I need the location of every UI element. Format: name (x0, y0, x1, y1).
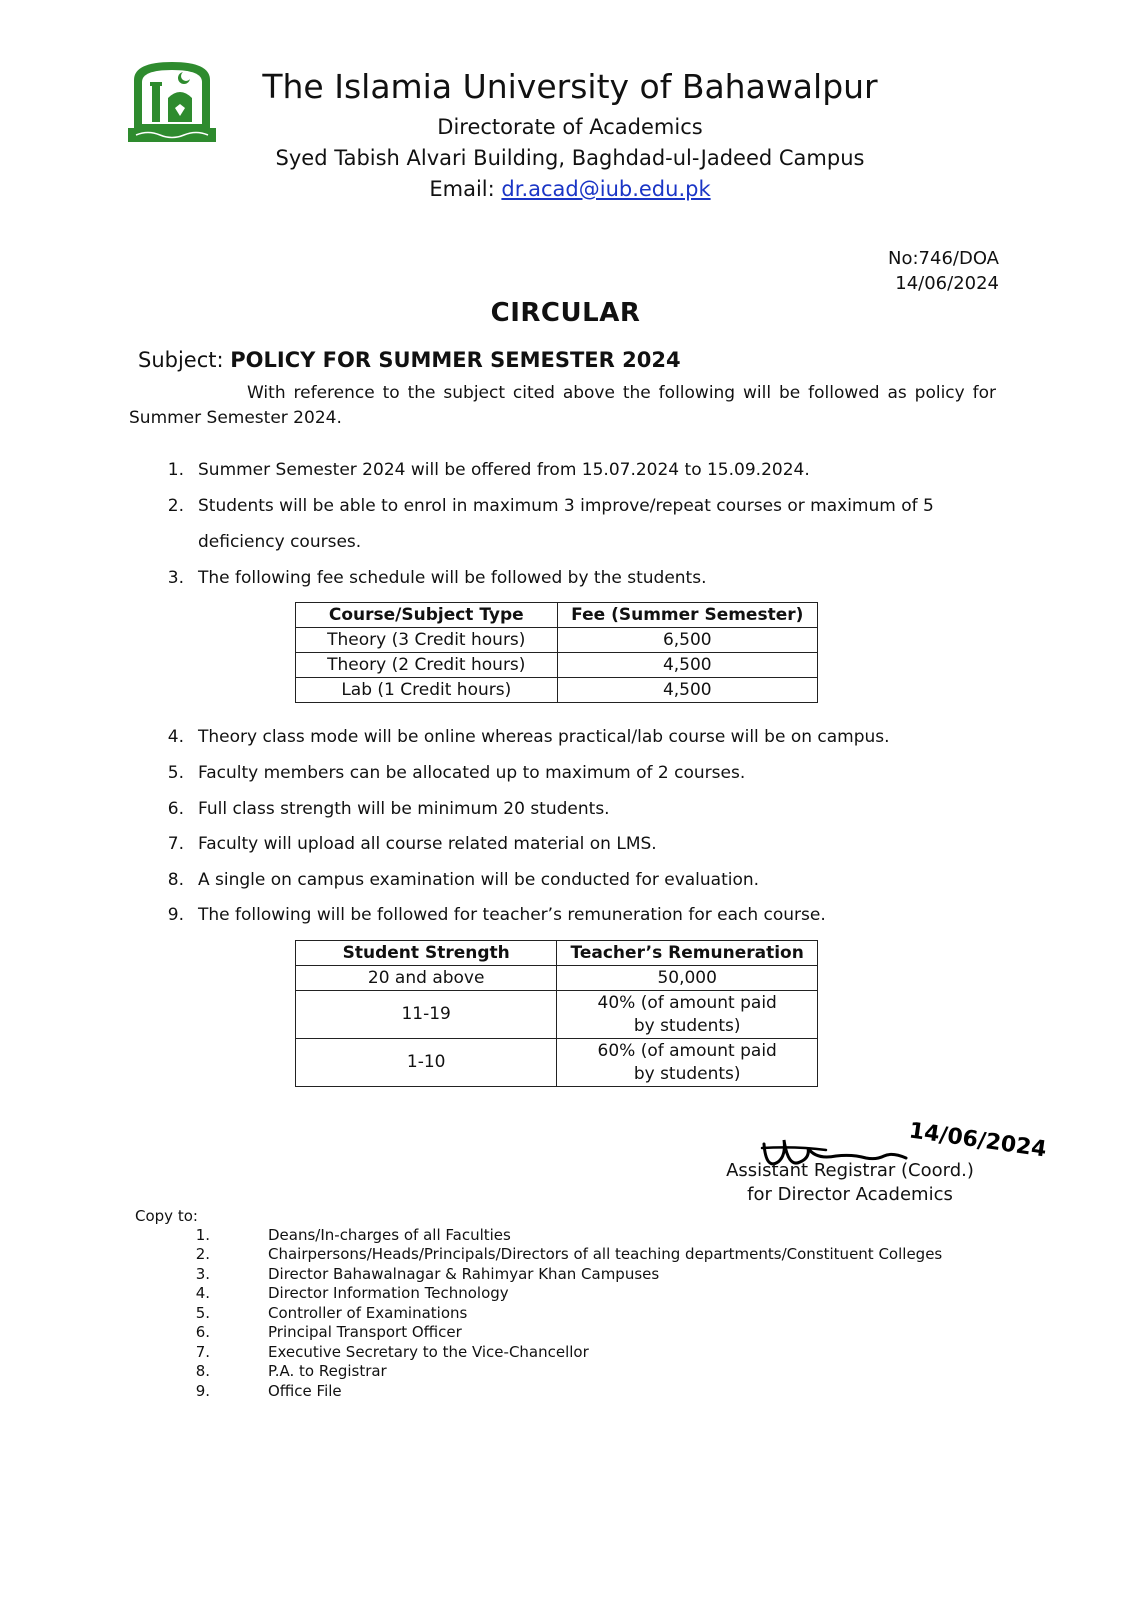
signatory-title: Assistant Registrar (Coord.) (726, 1160, 974, 1181)
table-cell: 6,500 (557, 628, 817, 653)
table-header-row (296, 603, 818, 628)
policy-point (160, 452, 1002, 488)
point-number: 7. (167, 834, 184, 854)
point-number: 1. (167, 460, 184, 480)
policy-point (160, 488, 1002, 560)
policy-point (160, 560, 1002, 596)
copy-to-text: Director Information Technology (268, 1284, 509, 1302)
table-cell: 50,000 (557, 966, 818, 991)
table-row (296, 678, 818, 703)
copy-to-number: 5. (195, 1304, 210, 1322)
point-text: The following will be followed for teacher’s remuneration for each course. (198, 905, 826, 925)
copy-to-number: 1. (195, 1226, 210, 1244)
point-number: 6. (167, 799, 184, 819)
copy-to-text: Controller of Examinations (268, 1304, 468, 1322)
subject-value: POLICY FOR SUMMER SEMESTER 2024 (230, 348, 681, 372)
table-header-cell: Student Strength (296, 941, 557, 966)
document-title: CIRCULAR (490, 298, 641, 328)
university-logo (128, 58, 216, 142)
point-number: 8. (167, 870, 184, 890)
point-number: 2. (167, 496, 184, 516)
policy-point (160, 862, 1002, 898)
building-address: Syed Tabish Alvari Building, Baghdad-ul-Jadeed Campus (275, 146, 865, 170)
table-cell: 1-10 (296, 1039, 557, 1087)
table-header-cell: Fee (Summer Semester) (557, 603, 817, 628)
point-text: Students will be able to enrol in maximum 3 improve/repeat courses or maximum of 5 deficiency courses. (198, 496, 934, 552)
copy-to-text: Director Bahawalnagar & Rahimyar Khan Campuses (268, 1265, 660, 1283)
table-cell: Theory (2 Credit hours) (296, 653, 558, 678)
table-cell: 60% (of amount paid by students) (557, 1039, 818, 1087)
copy-to-text: P.A. to Registrar (268, 1362, 387, 1380)
point-number: 5. (167, 763, 184, 783)
fee-schedule-table (295, 602, 818, 703)
copy-to-text: Deans/In-charges of all Faculties (268, 1226, 511, 1244)
reference-date: 14/06/2024 (895, 273, 999, 294)
point-number: 3. (167, 568, 184, 588)
copy-to-number: 9. (195, 1382, 210, 1400)
table-cell: Theory (3 Credit hours) (296, 628, 558, 653)
policy-point (160, 791, 1002, 827)
email-link[interactable]: dr.acad@iub.edu.pk (501, 177, 711, 201)
copy-to-number: 6. (195, 1323, 210, 1341)
copy-to-text: Principal Transport Officer (268, 1323, 462, 1341)
point-number: 4. (167, 727, 184, 747)
point-text: The following fee schedule will be followed by the students. (198, 568, 707, 588)
table-cell: 4,500 (557, 653, 817, 678)
university-name: The Islamia University of Bahawalpur (262, 67, 878, 106)
table-row (296, 991, 818, 1039)
point-text: Full class strength will be minimum 20 students. (198, 799, 610, 819)
point-text: Summer Semester 2024 will be offered from 15.07.2024 to 15.09.2024. (198, 460, 810, 480)
email-line (230, 174, 910, 204)
point-number: 9. (167, 905, 184, 925)
copy-to-number: 4. (195, 1284, 210, 1302)
policy-point (160, 897, 1002, 933)
copy-to-text: Office File (268, 1382, 342, 1400)
signature-date: 14/06/2024 (907, 1118, 1046, 1163)
copy-to-number: 8. (195, 1362, 210, 1380)
point-text: A single on campus examination will be conducted for evaluation. (198, 870, 760, 890)
reference-number: No:746/DOA (888, 248, 999, 269)
subject-label: Subject: (138, 348, 224, 372)
copy-to-number: 3. (195, 1265, 210, 1283)
signatory-subtitle: for Director Academics (747, 1184, 953, 1205)
policy-point (160, 755, 1002, 791)
table-cell: 11-19 (296, 991, 557, 1039)
point-text: Theory class mode will be online whereas practical/lab course will be on campus. (198, 727, 890, 747)
copy-to-number: 7. (195, 1343, 210, 1361)
policy-point (160, 826, 1002, 862)
policy-point (160, 719, 1002, 755)
intro-paragraph: With reference to the subject cited above the following will be followed as policy for Summer Semester 2024. (129, 383, 996, 428)
table-cell: 20 and above (296, 966, 557, 991)
copy-to-text: Executive Secretary to the Vice-Chancellor (268, 1343, 589, 1361)
copy-to-number: 2. (195, 1245, 210, 1263)
table-header-cell: Teacher’s Remuneration (557, 941, 818, 966)
email-label: Email: (429, 177, 495, 201)
table-header-cell: Course/Subject Type (296, 603, 558, 628)
copy-to-label: Copy to: (135, 1207, 198, 1225)
copy-to-text: Chairpersons/Heads/Principals/Directors of all teaching departments/Constituent Colleges (268, 1245, 943, 1263)
table-row (296, 1039, 818, 1087)
table-cell: Lab (1 Credit hours) (296, 678, 558, 703)
table-row (296, 628, 818, 653)
directorate-name: Directorate of Academics (437, 115, 703, 139)
point-text: Faculty members can be allocated up to maximum of 2 courses. (198, 763, 746, 783)
table-cell: 4,500 (557, 678, 817, 703)
table-header-row (296, 941, 818, 966)
remuneration-table (295, 940, 818, 1087)
point-text: Faculty will upload all course related material on LMS. (198, 834, 657, 854)
table-cell: 40% (of amount paid by students) (557, 991, 818, 1039)
table-row (296, 653, 818, 678)
subject-line (138, 345, 681, 375)
table-row (296, 966, 818, 991)
